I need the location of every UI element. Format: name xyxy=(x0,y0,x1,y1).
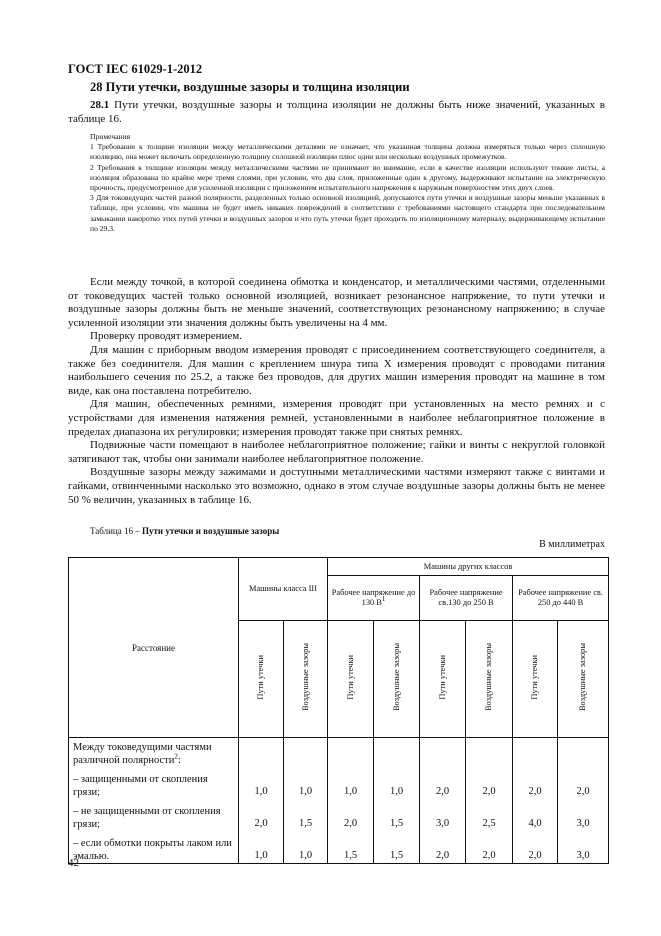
paragraph: Проверку проводят измерением. xyxy=(90,330,242,343)
page-number: 42 xyxy=(68,857,79,869)
paragraph: Подвижные части помещают в наиболее неблагоприятное положение; гайки и винты с некруглой головкой затягивают так, чтобы они занимали наиболее неблагоприятное положение. xyxy=(68,439,605,465)
paragraph: Если между точкой, в которой соединена обмотка и конденсатор, и металлическими частями, отделенными от токоведущих частей только основной изоляцией, возникает резонансное напряжение, то пути утечки и воздушные зазоры должны быть не меньше значений, соответствующих резонансному напряжению; в случае усиленной изоляции эти значения должны быть увеличены на 4 мм. xyxy=(68,276,605,329)
header-voltage-3: Рабочее напряжение св. 250 до 440 В xyxy=(513,576,609,621)
cell-value: 1,0 xyxy=(284,831,328,864)
cell-value: 4,0 xyxy=(513,799,558,831)
cell-value: 2,0 xyxy=(513,767,558,799)
cell-value: 1,0 xyxy=(374,767,420,799)
cell-value: 2,0 xyxy=(328,799,374,831)
paragraph: Для машин, обеспеченных ремнями, измерения проводят при установленных на место ремнях и с устройствами для изменения натяжения ремней, установленными в наиболее неблагоприятное положение в пределах диапазона их регулировки; измерения проводят также при снятых ремнях. xyxy=(68,398,605,438)
header-voltage-2: Рабочее напряжение св.130 до 250 В xyxy=(420,576,513,621)
table-header-row xyxy=(69,558,609,576)
cell-value: 1,5 xyxy=(374,799,420,831)
cell-value: 3,0 xyxy=(420,799,466,831)
header-clearance: Воздушные зазоры xyxy=(578,643,588,712)
paragraph: Воздушные зазоры между зажимами и доступными металлическими частями измеряют также с винтами и гайками, отвинченными насколько это возможно, однако в этом случае воздушные зазоры должны быть не менее 50 % величин, указанных в таблице 16. xyxy=(68,466,605,506)
body-text xyxy=(68,276,605,507)
header-creepage: Пути утечки xyxy=(256,655,266,700)
clause-number: 28.1 xyxy=(90,99,110,111)
header-voltage-1-text: Рабочее напряжение до 130 В xyxy=(331,588,416,607)
header-clearance: Воздушные зазоры xyxy=(484,643,494,712)
table-row xyxy=(69,831,609,864)
header-clearance: Воздушные зазоры xyxy=(300,643,310,712)
cell-value: 1,0 xyxy=(328,767,374,799)
cell-value: 1,5 xyxy=(374,831,420,864)
cell-value: 2,0 xyxy=(239,799,284,831)
header-creepage: Пути утечки xyxy=(530,655,540,700)
cell-value: 1,0 xyxy=(284,767,328,799)
header-voltage-1 xyxy=(328,576,420,621)
footnote-ref: 1 xyxy=(381,595,386,604)
clause-28-1 xyxy=(68,99,605,126)
cell-value: 1,0 xyxy=(239,767,284,799)
row-label: – не защищенными от скопления грязи; xyxy=(69,799,239,831)
notes-block xyxy=(90,132,605,234)
note-1: 1 Требование к толщине изоляции между металлическими деталями не означает, что указанная толщина должна измеряться только через сплошную изоляцию, она может включать определенную толщину сплошной изоляции плюс один или несколько воздушных промежутков. xyxy=(90,142,605,162)
cell-value: 2,0 xyxy=(466,831,513,864)
table-caption-prefix: Таблица 16 – xyxy=(90,526,142,536)
cell-value: 1,5 xyxy=(328,831,374,864)
header-class3: Машины класса III xyxy=(239,558,328,621)
header-distance: Расстояние xyxy=(69,558,239,738)
note-2: 2 Требования к толщине изоляции между металлическими частями не принимают во внимание, если в качестве изоляции используют тонкие листы, а изоляция образована по крайне мере тремя слоями, при условии, что два слоя, приложенные один к другому, выдерживают испытание на электрическую прочность, предусмотренное для усиленной изоляции с приложением испытательного напряжения к наружным поверхностям этих двух слоев. xyxy=(90,162,605,193)
cell-value: 2,0 xyxy=(420,831,466,864)
table-row xyxy=(69,767,609,799)
cell-value: 2,0 xyxy=(420,767,466,799)
table-group-row xyxy=(69,738,609,768)
table-caption-title: Пути утечки и воздушные зазоры xyxy=(142,526,280,536)
cell-value: 2,0 xyxy=(466,767,513,799)
row-label: – защищенными от скопления грязи; xyxy=(69,767,239,799)
cell-value: 2,0 xyxy=(558,767,609,799)
section-title: 28 Пути утечки, воздушные зазоры и толщина изоляции xyxy=(90,80,410,94)
header-other-classes: Машины других классов xyxy=(328,558,609,576)
note-3: 3 Для токоведущих частей разной полярности, разделенных только основной изоляцией, допускаются пути утечки и воздушные зазоры меньше указанных в таблице, при условии, что машина не будет иметь никаких повреждений в соответствии с требованиями настоящего стандарта при последовательном замыкании накоротко этих путей утечки и воздушных зазоров и что путь утечки будет проходить по изоляционному материалу, выдерживающему испытание по 29.3. xyxy=(90,193,605,233)
cell-value: 1,0 xyxy=(239,831,284,864)
clause-text: Пути утечки, воздушные зазоры и толщина изоляции не должны быть ниже значений, указанных в таблице 16. xyxy=(68,99,605,125)
table-caption xyxy=(90,526,279,536)
notes-heading: Примечания xyxy=(90,132,131,141)
header-clearance: Воздушные зазоры xyxy=(391,643,401,712)
cell-value: 2,5 xyxy=(466,799,513,831)
cell-value: 1,5 xyxy=(284,799,328,831)
header-creepage: Пути утечки xyxy=(437,655,447,700)
header-creepage: Пути утечки xyxy=(345,655,355,700)
cell-value: 3,0 xyxy=(558,799,609,831)
paragraph: Для машин с приборным вводом измерения проводят с присоединением соответствующего соединителя, а также без соединителя. Для машин с креплением шнура типа X измерения проводят с проводами питания наибольшего сечения по 25.2, а также без проводов, для других машин измерения проводят на машине в том виде, как она поставлена потребителю. xyxy=(68,343,605,397)
creepage-clearance-table xyxy=(68,557,609,864)
cell-value: 3,0 xyxy=(558,831,609,864)
table-row xyxy=(69,799,609,831)
table-units: В миллиметрах xyxy=(539,539,605,550)
footnote-ref: 2 xyxy=(174,752,178,760)
standard-designation: ГОСТ IEC 61029-1-2012 xyxy=(68,62,203,76)
row-label: – если обмотки покрыты лаком или эмалью. xyxy=(69,831,239,864)
group-label: Между токоведущими частями различной полярности$^2$: xyxy=(69,738,239,768)
cell-value: 2,0 xyxy=(513,831,558,864)
